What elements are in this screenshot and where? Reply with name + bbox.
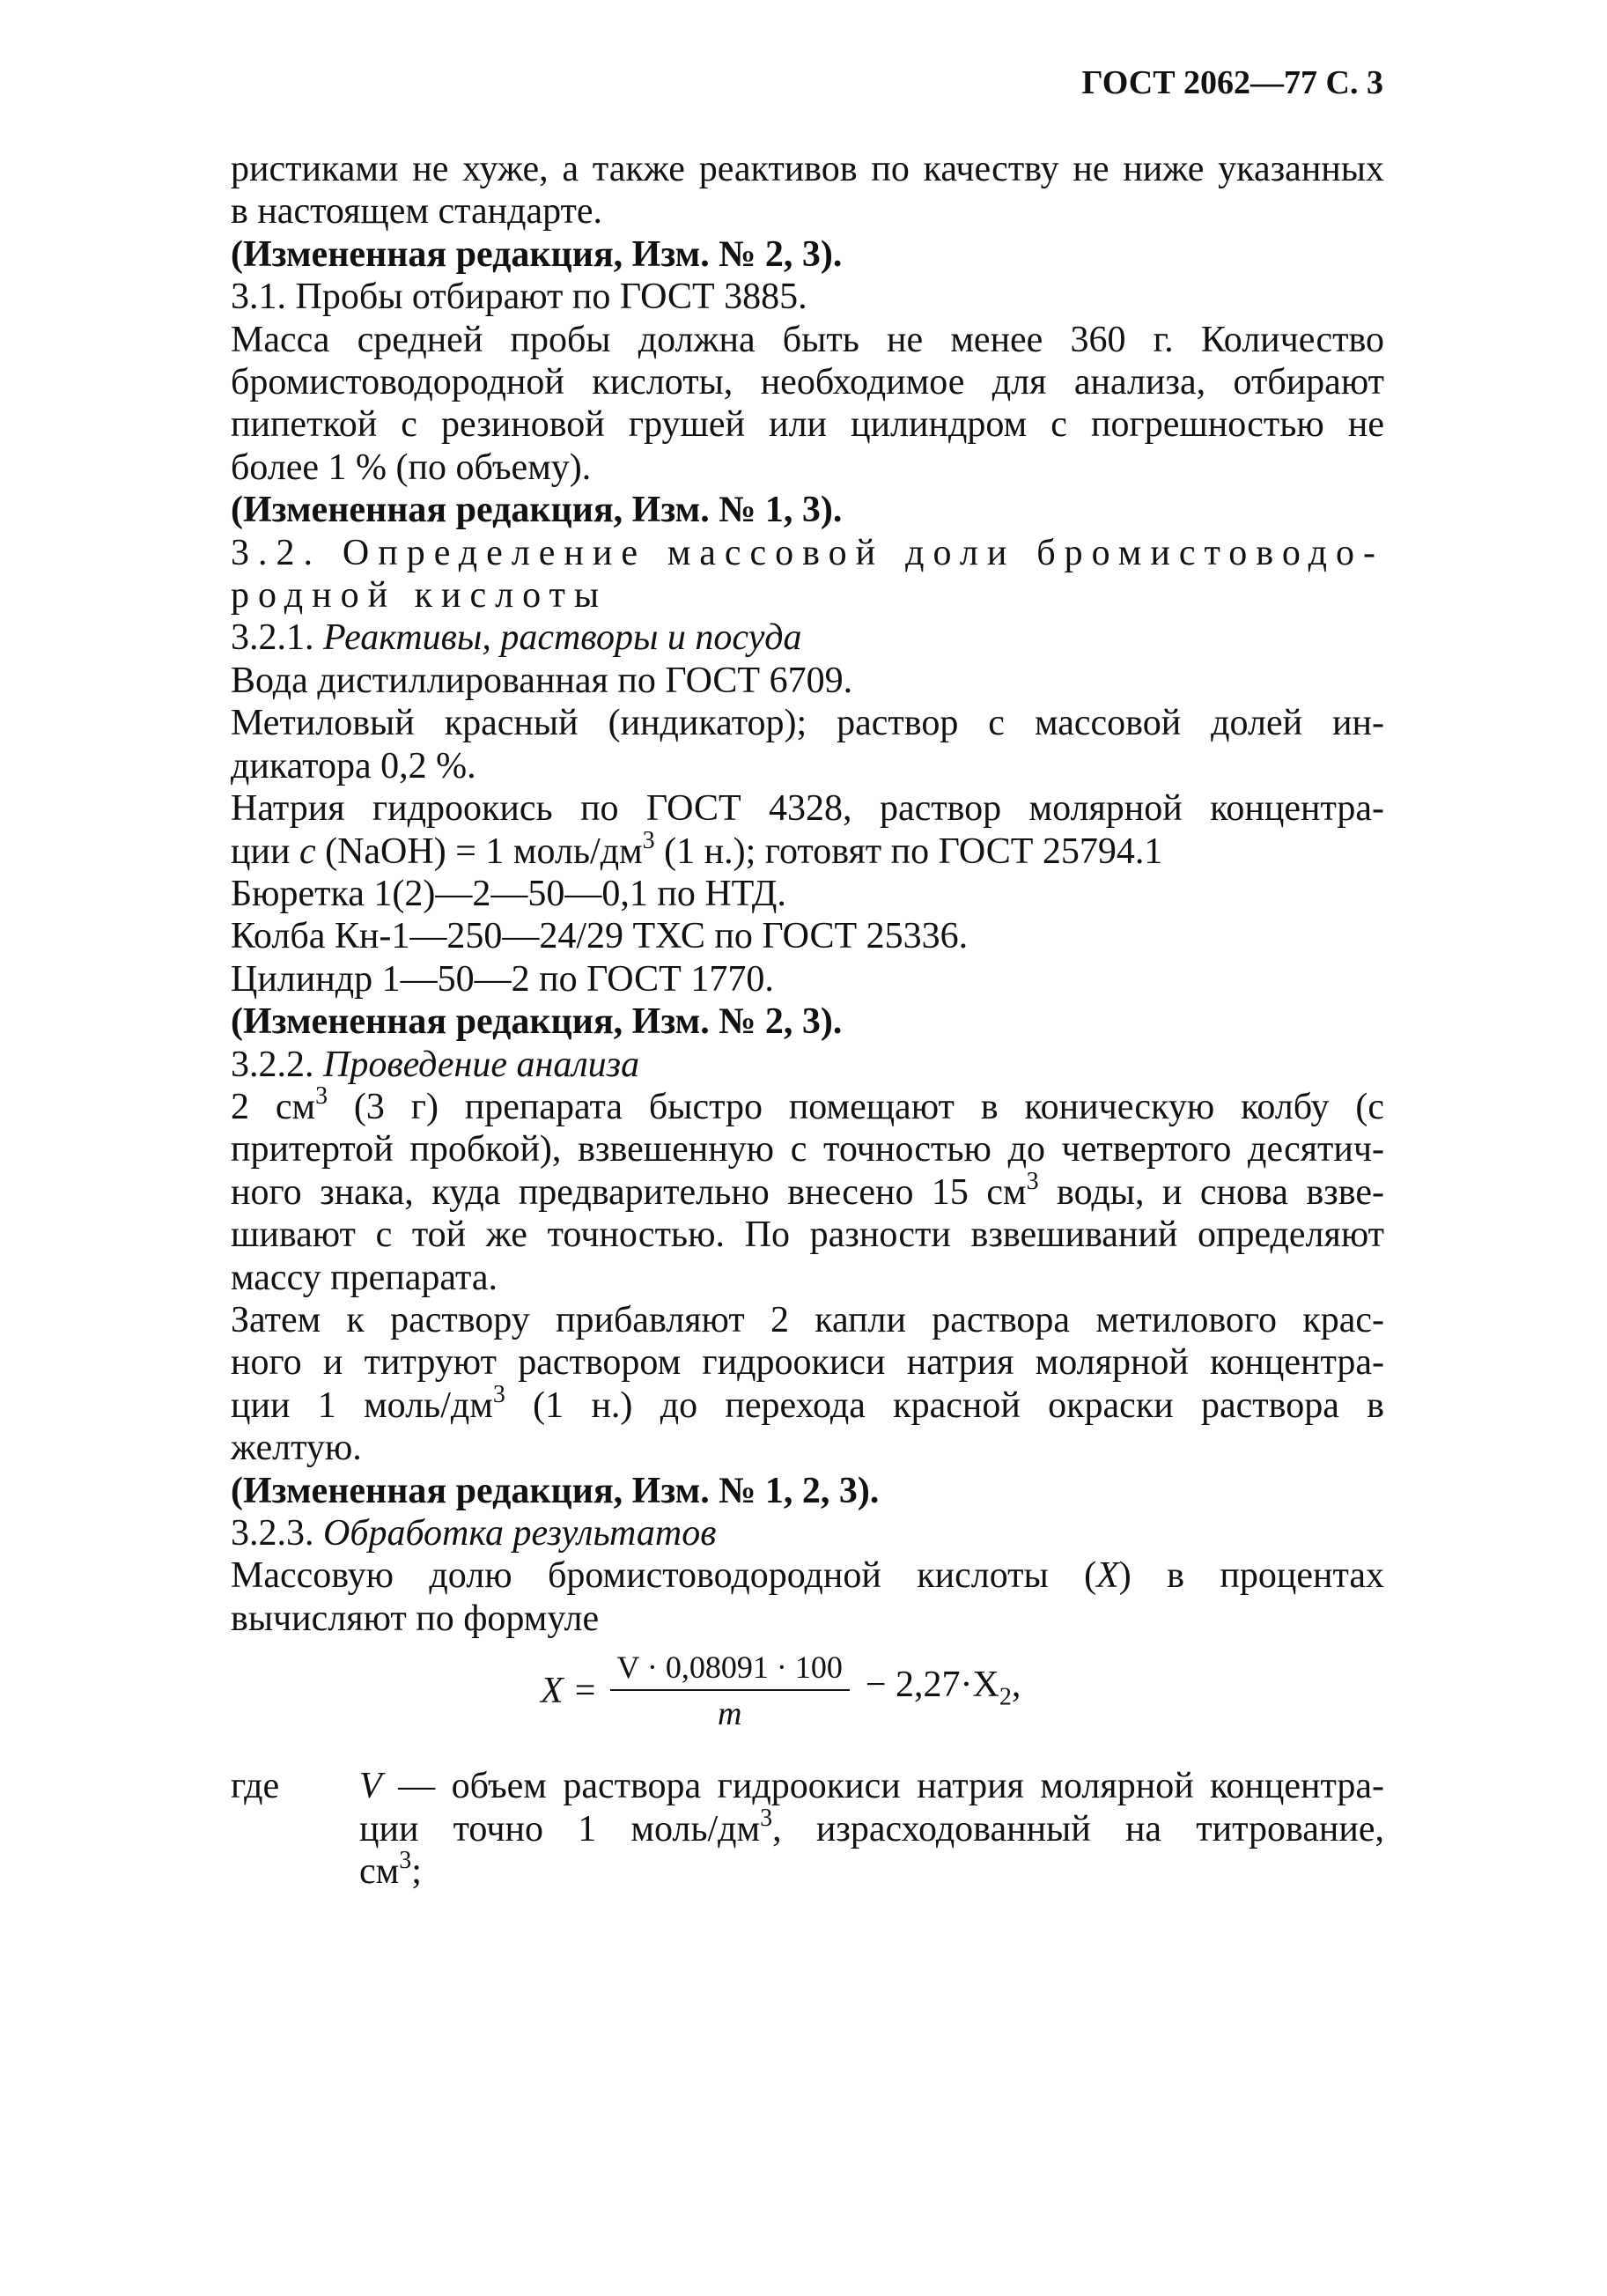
text-span: ;: [411, 1851, 422, 1893]
formula: [231, 1640, 1384, 1765]
subsection-title: Реактивы, растворы и посуда: [323, 617, 802, 659]
text-line: Метиловый красный (индикатор); раствор с массовой долей ин-: [231, 703, 1384, 744]
text-line: Колба Кн-1—250—24/29 ТХС по ГОСТ 25336.: [231, 916, 969, 957]
text-span: (3 г) препарата быстро помещают в коническую колбу (с: [328, 1086, 1384, 1127]
amendment-note: [231, 233, 1384, 276]
text-line: дикатора 0,2 %.: [231, 745, 476, 786]
text-span: ции: [231, 831, 299, 872]
text-line: желтую.: [231, 1428, 362, 1469]
variable-c: с: [299, 831, 316, 872]
superscript: 3: [315, 1082, 328, 1110]
text-line: [231, 1167, 1384, 1214]
definition-line: [359, 1765, 1384, 1807]
variable-v: V: [359, 1766, 382, 1807]
text-line: массу препарата.: [231, 1257, 498, 1298]
text-line: бромистоводородной кислоты, необходимое для анализа, отбирают: [231, 362, 1384, 403]
text-span: ) в процентах: [1118, 1555, 1384, 1597]
text-line: Затем к раствору прибавляют 2 капли раствора метилового крас-: [231, 1299, 1384, 1340]
superscript: 3: [760, 1804, 773, 1832]
where-label: где: [231, 1766, 280, 1807]
formula-rhs-end: ,: [1011, 1664, 1021, 1705]
formula-numerator: V · 0,08091 · 100: [616, 1650, 843, 1686]
subsection-heading: [231, 1512, 1384, 1554]
text-span: (NaOH) = 1 моль/дм: [315, 831, 643, 872]
text-span: , израсходованный на титрование,: [772, 1808, 1384, 1849]
subsection-title: Проведение анализа: [323, 1044, 640, 1085]
amendment-note: (Измененная редакция, Изм. № 2, 3).: [231, 1001, 843, 1043]
subsection-number: 3.2.2.: [231, 1044, 323, 1085]
formula-rhs-text: − 2,27·X: [865, 1664, 999, 1705]
text-line: вычисляют по формуле: [231, 1598, 600, 1639]
section-3-1: [231, 276, 1384, 318]
superscript: 3: [642, 826, 655, 854]
text-span: см: [359, 1851, 400, 1893]
text-span: ции точно 1 моль/дм: [359, 1808, 761, 1849]
text-line: [231, 1554, 1384, 1597]
superscript: 3: [492, 1380, 505, 1408]
text-line: пипеткой с резиновой грушей или цилиндром с погрешностью не: [231, 404, 1384, 446]
text-line: более 1 % (по объему).: [231, 447, 592, 488]
text-line: ристиками не хуже, а также реактивов по качеству не ниже указанных: [231, 149, 1384, 189]
text-span: ции 1 моль/дм: [231, 1384, 493, 1426]
text-span: — объем раствора гидроокиси натрия молярной концентра-: [381, 1766, 1384, 1807]
text-span: ного знака, куда предварительно внесено 15 см: [231, 1171, 1027, 1213]
subsection-number: 3.2.3.: [231, 1513, 323, 1554]
formula-denominator: m: [717, 1695, 742, 1733]
text-line: в настоящем стандарте.: [231, 191, 603, 233]
text-span: (1 н.); готовят по ГОСТ 25794.1: [654, 831, 1163, 872]
text-span: (1 н.) до перехода красной окраски раствора в: [505, 1384, 1384, 1426]
text-line: Масса средней пробы должна быть не менее 360 г. Количество: [231, 319, 1384, 360]
section-heading: 3.2. Определение массовой доли бромистоводо-: [231, 532, 1384, 573]
formula-body: [541, 1645, 1021, 1737]
text-line: ного и титруют раствором гидроокиси натрия молярной концентра-: [231, 1342, 1384, 1384]
page-header: ГОСТ 2062—77 С. 3: [1081, 64, 1383, 101]
subsection-heading: [231, 616, 1384, 659]
text-span: 2 см: [231, 1086, 316, 1127]
formula-lhs: X =: [541, 1671, 598, 1712]
superscript: 3: [1026, 1167, 1039, 1195]
text-line: шивают с той же точностью. По разности взвешиваний определяют: [231, 1214, 1384, 1256]
subsection-title: Обработка результатов: [323, 1513, 717, 1554]
subsection-number: 3.2.1.: [231, 617, 323, 659]
text-line: притертой пробкой), взвешенную с точностью до четвертого десятич-: [231, 1129, 1384, 1170]
variable-definition: [359, 1765, 1384, 1893]
amendment-note: (Измененная редакция, Изм. № 1, 3).: [231, 490, 843, 531]
subsection-heading: [231, 1044, 1384, 1086]
text-line: Натрия гидроокись по ГОСТ 4328, раствор молярной концентра-: [231, 788, 1384, 830]
where-block: [231, 1765, 1384, 1893]
variable-x: X: [1096, 1555, 1119, 1597]
section-heading: родной кислоты: [231, 575, 608, 616]
text-line: Вода дистиллированная по ГОСТ 6709.: [231, 660, 853, 701]
text-line: [231, 1380, 1384, 1427]
definition-line: [359, 1847, 1384, 1893]
subscript: 2: [999, 1683, 1012, 1711]
text-line: Цилиндр 1—50—2 по ГОСТ 1770.: [231, 958, 774, 1000]
amendment-note: (Измененная редакция, Изм. № 1, 2, 3).: [231, 1470, 880, 1511]
section-text: 3.1. Пробы отбирают по ГОСТ 3885.: [231, 277, 807, 318]
amendment-text: (Измененная редакция, Изм. № 2, 3).: [231, 233, 843, 275]
text-line: [231, 826, 1384, 873]
formula-fraction: [610, 1645, 850, 1737]
superscript: 3: [399, 1847, 412, 1875]
text-span: Массовую долю бромистоводородной кислоты (: [231, 1555, 1097, 1597]
document-body: [231, 148, 1384, 1893]
text-line: Бюретка 1(2)—2—50—0,1 по НТД.: [231, 873, 786, 914]
formula-rhs: [866, 1664, 1021, 1719]
text-line: [231, 1082, 1384, 1128]
text-span: воды, и снова взве-: [1038, 1171, 1384, 1213]
definition-line: [359, 1804, 1384, 1850]
